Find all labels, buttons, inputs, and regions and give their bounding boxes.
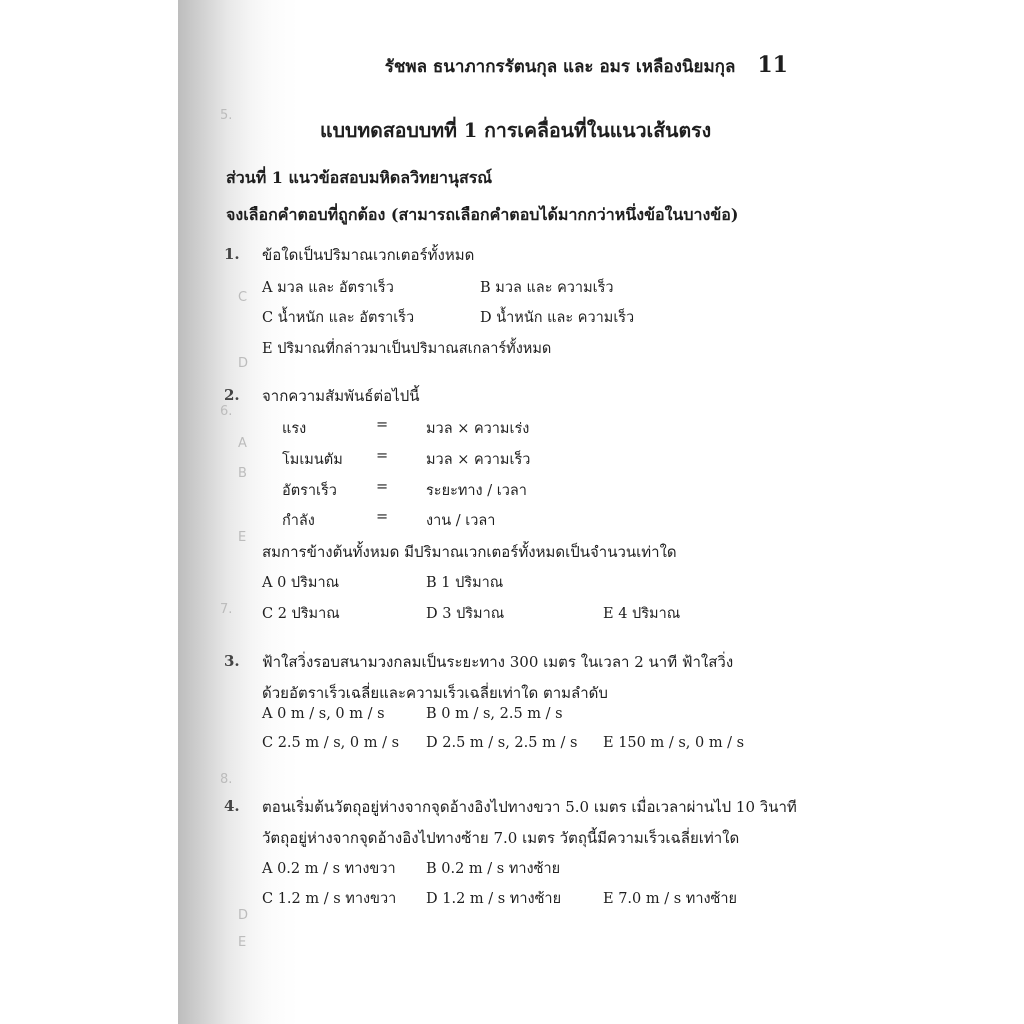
show-through-text: 5.	[220, 108, 233, 123]
header-authors: รัชพล ธนาภากรรัตนกุล และ อมร เหลืองนิยมกุล	[384, 57, 736, 77]
show-through-text: E	[238, 935, 247, 950]
show-through-text: 6.	[220, 404, 233, 419]
question-stem: ฟ้าใสวิ่งรอบสนามวงกลมเป็นระยะทาง 300 เมตร ในเวลา 2 นาที ฟ้าใสวิ่ง	[262, 653, 734, 671]
show-through-text: B	[238, 466, 247, 481]
show-through-text: D	[238, 908, 249, 923]
option-e: E ปริมาณที่กล่าวมาเป็นปริมาณสเกลาร์ทั้งหมด	[262, 341, 552, 357]
relation-right: มวล × ความเร่ง	[426, 421, 530, 437]
option-b: B มวล และ ความเร็ว	[480, 280, 614, 296]
option-d: D 1.2 m / s ทางซ้าย	[426, 891, 562, 907]
relation-right: ระยะทาง / เวลา	[426, 483, 527, 499]
question-stem: ข้อใดเป็นปริมาณเวกเตอร์ทั้งหมด	[262, 246, 475, 264]
relation-left: แรง	[282, 421, 307, 437]
question-stem-continued: วัตถุอยู่ห่างจากจุดอ้างอิงไปทางซ้าย 7.0 เมตร วัตถุนี้มีความเร็วเฉลี่ยเท่าใด	[262, 829, 740, 847]
option-b: B 1 ปริมาณ	[426, 575, 504, 591]
option-a: A 0 ปริมาณ	[262, 575, 340, 591]
option-a: A 0 m / s, 0 m / s	[262, 706, 385, 722]
instruction-text: จงเลือกคำตอบที่ถูกต้อง (สามารถเลือกคำตอบได้มากกว่าหนึ่งข้อในบางข้อ)	[226, 205, 739, 224]
show-through-text: 8.	[220, 772, 233, 787]
relation-left: กำลัง	[282, 513, 315, 529]
show-through-text: C	[238, 290, 248, 305]
relation-equals: =	[376, 479, 389, 495]
question-stem: จากความสัมพันธ์ต่อไปนี้	[262, 387, 420, 405]
option-d: D 2.5 m / s, 2.5 m / s	[426, 735, 578, 751]
relation-left: อัตราเร็ว	[282, 483, 337, 499]
relation-right: งาน / เวลา	[426, 513, 496, 529]
left-margin	[0, 0, 178, 1024]
option-c: C 1.2 m / s ทางขวา	[262, 891, 397, 907]
running-header	[385, 52, 788, 80]
relation-right: มวล × ความเร็ว	[426, 452, 531, 468]
option-d: D น้ำหนัก และ ความเร็ว	[480, 310, 635, 326]
question-number: 1.	[224, 245, 240, 263]
show-through-text: 7.	[220, 602, 233, 617]
page-number: 11	[757, 52, 788, 78]
option-a: A มวล และ อัตราเร็ว	[262, 280, 394, 296]
question-stem-continued: สมการข้างต้นทั้งหมด มีปริมาณเวกเตอร์ทั้งหมดเป็นจำนวนเท่าใด	[262, 543, 677, 561]
show-through-text: D	[238, 356, 249, 371]
show-through-text: E	[238, 530, 247, 545]
option-e: E 150 m / s, 0 m / s	[603, 735, 745, 751]
part-heading: ส่วนที่ 1 แนวข้อสอบมหิดลวิทยานุสรณ์	[226, 168, 493, 187]
option-b: B 0.2 m / s ทางซ้าย	[426, 861, 561, 877]
relation-equals: =	[376, 448, 389, 464]
chapter-test-title: แบบทดสอบบทที่ 1 การเคลื่อนที่ในแนวเส้นตรง	[320, 119, 712, 142]
option-a: A 0.2 m / s ทางขวา	[262, 861, 396, 877]
option-d: D 3 ปริมาณ	[426, 606, 505, 622]
question-stem-continued: ด้วยอัตราเร็วเฉลี่ยและความเร็วเฉลี่ยเท่าใด ตามลำดับ	[262, 684, 608, 702]
question-number: 3.	[224, 652, 240, 670]
question-stem: ตอนเริ่มต้นวัตถุอยู่ห่างจากจุดอ้างอิงไปทางขวา 5.0 เมตร เมื่อเวลาผ่านไป 10 วินาที	[262, 798, 797, 816]
relation-equals: =	[376, 509, 389, 525]
option-e: E 4 ปริมาณ	[603, 606, 681, 622]
show-through-text: A	[238, 436, 247, 451]
relation-left: โมเมนตัม	[282, 452, 343, 468]
option-b: B 0 m / s, 2.5 m / s	[426, 706, 563, 722]
question-number: 4.	[224, 797, 240, 815]
relation-equals: =	[376, 417, 389, 433]
option-c: C 2.5 m / s, 0 m / s	[262, 735, 400, 751]
question-number: 2.	[224, 386, 240, 404]
option-c: C 2 ปริมาณ	[262, 606, 340, 622]
option-e: E 7.0 m / s ทางซ้าย	[603, 891, 738, 907]
option-c: C น้ำหนัก และ อัตราเร็ว	[262, 310, 415, 326]
